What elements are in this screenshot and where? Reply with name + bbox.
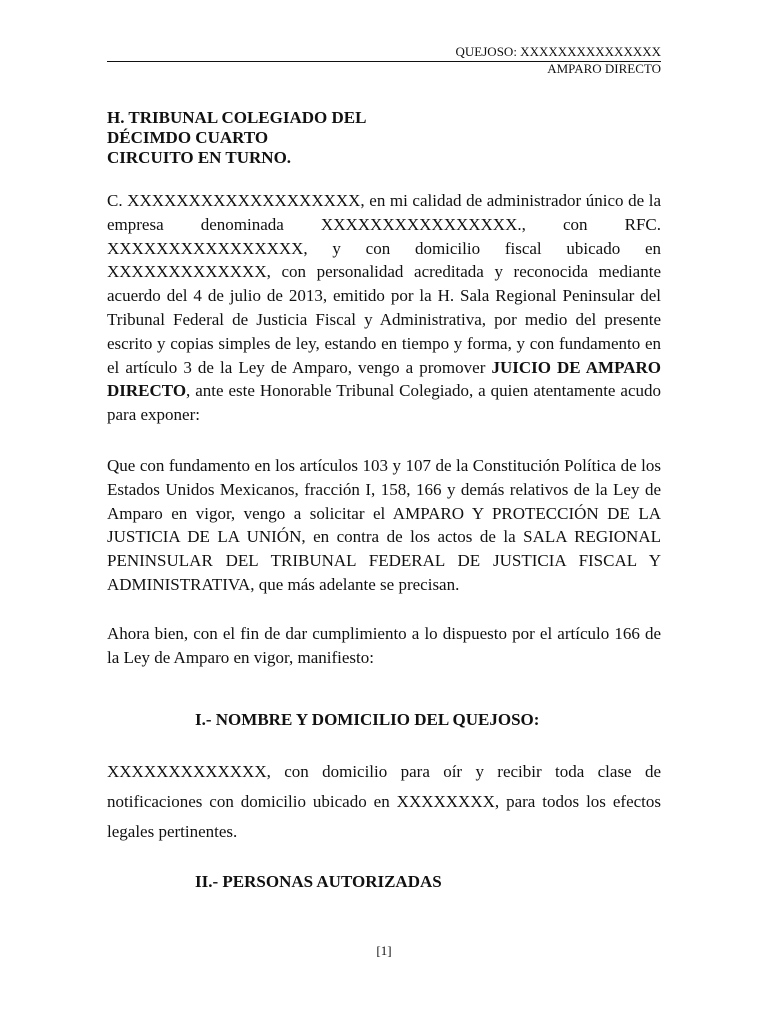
header-amparo-directo: AMPARO DIRECTO: [547, 61, 661, 76]
section-heading-quejoso: I.- NOMBRE Y DOMICILIO DEL QUEJOSO:: [195, 710, 540, 729]
addressee-block: [107, 108, 661, 168]
paragraph-domicilio: XXXXXXXXXXXXX, con domicilio para oír y recibir toda clase de notificaciones con domicilio ubicado en XXXXXXXX, para todos los efectos legales pertinentes.: [107, 762, 661, 841]
addressee-line: DÉCIMDO CUARTO: [107, 128, 269, 147]
intro-text-end: , ante este Honorable Tribunal Colegiado, a quien atentamente acudo para exponer:: [107, 381, 661, 425]
intro-bold-title: JUICIO DE AMPARO DIRECTO: [107, 357, 661, 401]
intro-text: C. XXXXXXXXXXXXXXXXXXX, en mi calidad de administrador único de la empresa denominada XXXXXXXXXXXXXXXX., con RFC. XXXXXXXXXXXXXXXX, y con domicilio fiscal ubicado en XXXXXXXXXXXXX, con personalidad acreditada y reconocida mediante acuerdo del 4 de julio de 2013, emitido por la H. Sala Regional Peninsular del Tribunal Federal de Justicia Fiscal y Administrativa, por medio del presente escrito y copias simples de ley, estando en tiempo y forma, y con fundamento en el artículo 3 de la Ley de Amparo, vengo a promover: [107, 191, 661, 377]
addressee-line: H. TRIBUNAL COLEGIADO DEL: [107, 108, 367, 127]
page-number: [1]: [376, 943, 392, 958]
section-heading-autorizadas: II.- PERSONAS AUTORIZADAS: [195, 872, 442, 891]
paragraph-fundamento: Que con fundamento en los artículos 103 y 107 de la Constitución Política de los Estados Unidos Mexicanos, fracción I, 158, 166 y demás relativos de la Ley de Amparo en vigor, vengo a solicitar el AMPARO Y PROTECCIÓN DE LA JUSTICIA DE LA UNIÓN, en contra de los actos de la SALA REGIONAL PENINSULAR DEL TRIBUNAL FEDERAL DE JUSTICIA FISCAL Y ADMINISTRATIVA, que más adelante se precisan.: [107, 456, 661, 594]
addressee-line: CIRCUITO EN TURNO.: [107, 148, 292, 167]
header-quejoso: QUEJOSO: XXXXXXXXXXXXXXX: [107, 44, 661, 62]
paragraph-manifiesto: Ahora bien, con el fin de dar cumplimiento a lo dispuesto por el artículo 166 de la Ley de Amparo en vigor, manifiesto:: [107, 624, 661, 667]
paragraph-intro: [107, 189, 661, 427]
